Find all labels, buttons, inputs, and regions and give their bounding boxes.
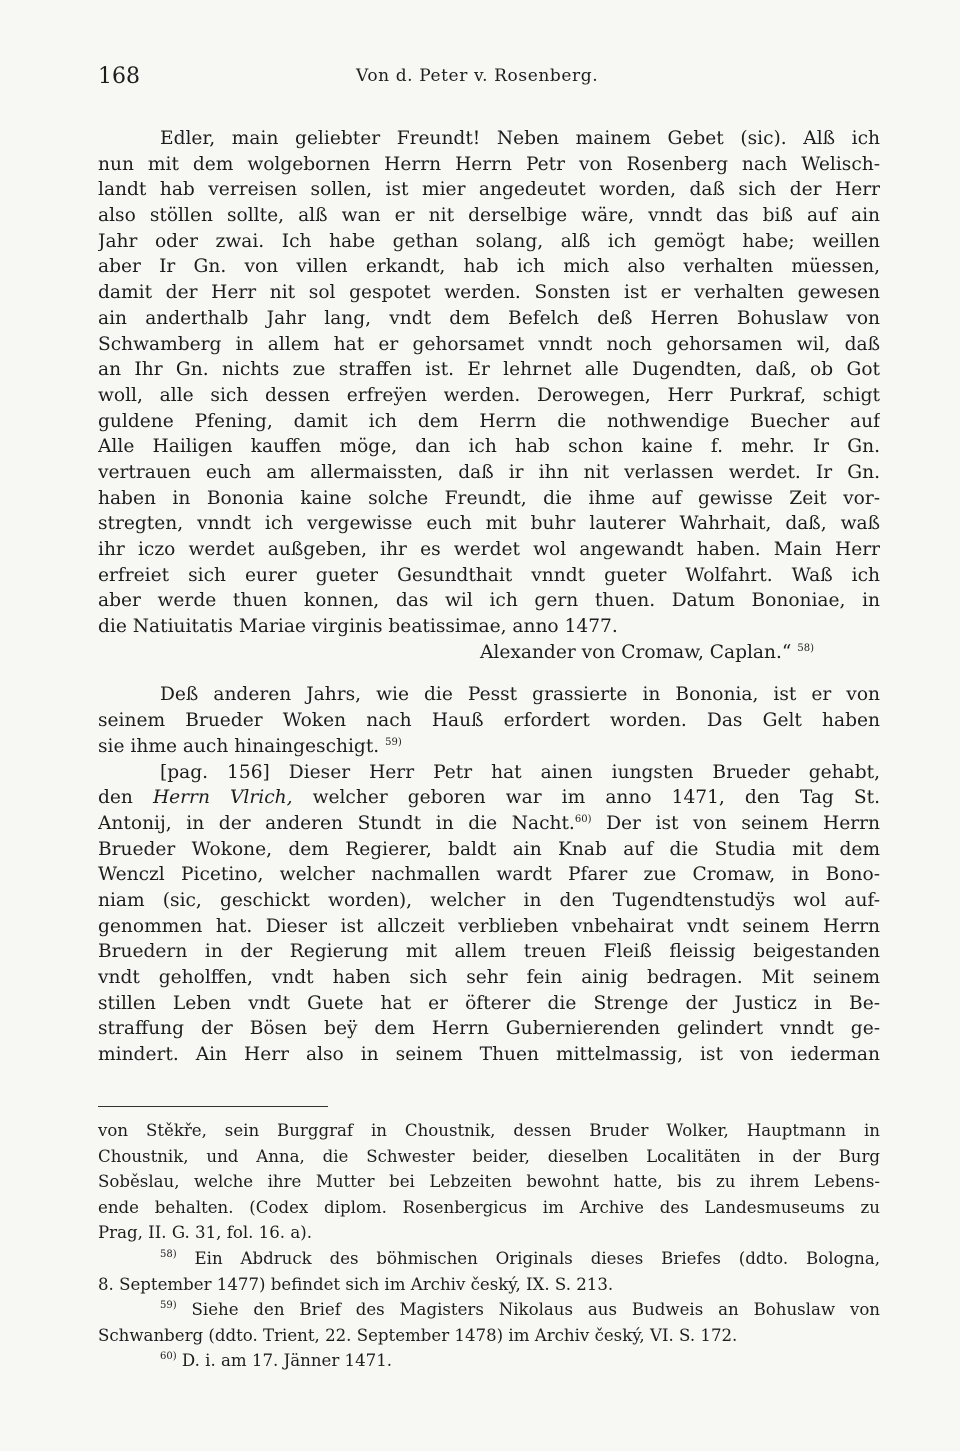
text-line: ain anderthalb Jahr lang, vndt dem Befelch deß Herren Bohuslaw von xyxy=(98,307,880,329)
text-line: nun mit dem wolgebornen Herrn Herrn Petr von Rosenberg nach Welisch- xyxy=(98,153,880,175)
letter-signature: Alexander von Cromaw, Caplan.“ $^{58)}$ xyxy=(480,641,814,663)
text-line: aber werde thuen konnen, das wil ich gern thuen. Datum Bononiae, in xyxy=(98,590,880,612)
footnote-line: 8. September 1477) befindet sich im Archiv český, IX. S. 213. xyxy=(98,1274,614,1294)
quoted-letter xyxy=(98,126,880,640)
footnote-line: Schwanberg (ddto. Trient, 22. September 1478) im Archiv český, VI. S. 172. xyxy=(98,1325,738,1345)
text-line: aber Ir Gn. von villen erkandt, hab ich mich also verhalten müessen, xyxy=(98,256,880,278)
footnote-ref-58: 58) xyxy=(797,642,814,654)
text-line: haben in Bononia kaine solche Freundt, die ihme auf gewisse Zeit vor- xyxy=(98,487,880,509)
text-line: stillen Leben vndt Guete hat er öfterer die Strenge der Justicz in Be- xyxy=(98,992,880,1014)
text-line: damit der Herr nit sol gespotet werden. Sonsten ist er verhalten gewesen xyxy=(98,282,880,304)
text-line: erfreiet sich eurer gueter Gesundthait vnndt gueter Wolfahrt. Waß ich xyxy=(98,564,880,586)
text-line: vndt geholffen, vndt haben sich sehr fein ainig bedragen. Mit seinem xyxy=(98,967,880,988)
main-text xyxy=(98,126,880,1068)
text-line: Bruedern in der Regierung mit allem treuen Fleiß fleissig beigestanden xyxy=(98,941,880,963)
footnote-line: Choustnik, und Anna, die Schwester beider, dieselben Localitäten in der Burg xyxy=(98,1146,880,1166)
text-line: sie ihme auch hinaingeschigt. $^{59)}$ xyxy=(98,735,402,757)
footnote-line: Soběslau, welche ihre Mutter bei Lebzeiten bewohnt hatte, bis zu ihrem Lebens- xyxy=(98,1172,880,1192)
text-line: ihr iczo werdet außgeben, ihr es werdet wol angewandt haben. Main Herr xyxy=(98,539,880,560)
text-line: landt hab verreisen sollen, ist mier angedeutet worden, daß sich der Herr xyxy=(98,179,880,201)
footnote-line: $^{58)}$ Ein Abdruck des böhmischen Originals dieses Briefes (ddto. Bologna, xyxy=(160,1248,880,1268)
text-line: Brueder Wokone, dem Regierer, baldt ain Knab auf die Studia mit dem xyxy=(98,838,880,860)
footnote-58 xyxy=(98,1246,880,1297)
text-line: seinem Brueder Woken nach Hauß erfordert worden. Das Gelt haben xyxy=(98,710,880,732)
page-header xyxy=(98,64,880,94)
footnote-line: $^{59)}$ Siehe den Brief des Magisters Nikolaus aus Budweis an Bohuslaw von xyxy=(160,1300,880,1320)
paragraph-return-home xyxy=(98,682,880,759)
text-line: niam (sic, geschickt worden), welcher in den Tugendtenstudÿs wol auf- xyxy=(98,889,880,911)
page-number: 168 xyxy=(98,64,140,89)
text-line: Deß anderen Jahrs, wie die Pesst grassierte in Bononia, ist er von xyxy=(160,684,880,706)
footnote-line: ende behalten. (Codex diplom. Rosenbergicus im Archive des Landesmuseums zu xyxy=(98,1197,880,1217)
text-line: straffung der Bösen beÿ dem Herrn Gubernierenden gelindert vnndt ge- xyxy=(98,1018,880,1040)
footnote-line: $^{60)}$ D. i. am 17. Jänner 1471. xyxy=(160,1351,393,1371)
text-line: Alle Hailigen kauffen möge, dan ich hab schon kaine f. mehr. Ir Gn. xyxy=(98,436,880,458)
text-line: vertrauen euch am allermaissten, daß ir ihn nit verlassen werdet. Ir Gn. xyxy=(98,461,880,483)
text-line: Edler, main geliebter Freundt! Neben mainem Gebet (sic). Alß ich xyxy=(160,128,880,149)
footnote-ref-59: 59) xyxy=(385,736,402,748)
text-line: die Natiuitatis Mariae virginis beatissimae, anno 1477. xyxy=(98,616,618,638)
text-line: Wenczl Picetino, welcher nachmallen wardt Pfarer zue Cromaw, in Bono- xyxy=(98,864,880,886)
footnote-continued xyxy=(98,1118,880,1246)
footnote-ref-60: 60) xyxy=(574,813,592,825)
text-line: an Ihr Gn. nichts zue straffen ist. Er lehrnet alle Dugendten, daß, ob Got xyxy=(98,359,880,381)
footnote-60 xyxy=(98,1348,880,1374)
footnote-line: von Stěkře, sein Burggraf in Choustnik, dessen Bruder Wolker, Hauptmann in xyxy=(98,1121,880,1140)
text-line: guldene Pfening, damit ich dem Herrn die nothwendige Buecher auf xyxy=(98,410,880,432)
paragraph-vlrich xyxy=(98,760,880,1068)
text-line: also stöllen sollte, alß wan er nit derselbige wäre, vnndt das biß auf ain xyxy=(98,205,880,227)
text-line: Jahr oder zwai. Ich habe gethan solang, alß ich gemögt habe; weillen xyxy=(98,230,880,252)
footnote-separator xyxy=(98,1106,328,1107)
text-line: Antonij, in der anderen Stundt in die Nacht.$^{60)}$ Der ist von seinem Herrn xyxy=(98,812,880,834)
text-line: genommen hat. Dieser ist allczeit verblieben vnbehairat vndt seinem Herrn xyxy=(98,915,880,937)
footnote-line: Prag, II. G. 31, fol. 16. a). xyxy=(98,1223,312,1243)
name-herrn-vlrich: Herrn Vlrich, xyxy=(152,787,293,809)
footnote-59 xyxy=(98,1297,880,1348)
paragraph-gap xyxy=(98,665,880,682)
text-line: mindert. Ain Herr also in seinem Thuen mittelmassig, ist von iederman xyxy=(98,1044,880,1066)
text-line: Schwamberg in allem hat er gehorsamet vnndt noch gehorsamen wil, daß xyxy=(98,333,880,355)
footnotes xyxy=(98,1118,880,1374)
text-line: [pag. 156] Dieser Herr Petr hat ainen iungsten Brueder gehabt, xyxy=(160,761,880,783)
running-title: Von d. Peter v. Rosenberg. xyxy=(356,66,599,86)
text-line: den Herrn Vlrich, welcher geboren war im anno 1471, den Tag St. xyxy=(98,787,880,809)
text-line: woll, alle sich dessen erfreÿen werden. Derowegen, Herr Purkraf, schigt xyxy=(98,384,880,406)
text-line: stregten, vnndt ich vergewisse euch mit buhr lauterer Wahrhait, daß, waß xyxy=(98,513,880,535)
